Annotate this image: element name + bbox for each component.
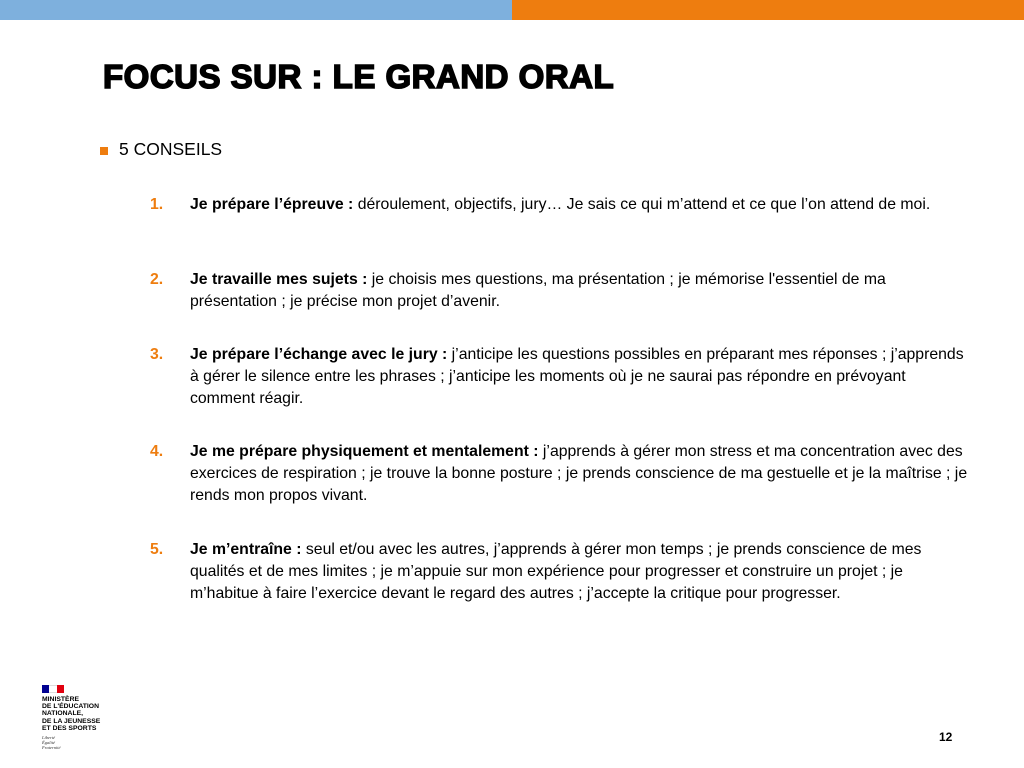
square-bullet-icon bbox=[100, 147, 108, 155]
tip-body: déroulement, objectifs, jury… Je sais ce qui m’attend et ce que l’on attend de moi. bbox=[353, 196, 931, 213]
section-heading bbox=[100, 139, 222, 160]
tip-heading: Je prépare l’épreuve : bbox=[190, 196, 354, 213]
tip-text bbox=[190, 344, 970, 410]
tip-number: 3. bbox=[150, 346, 164, 363]
section-label: 5 CONSEILS bbox=[119, 139, 223, 159]
ministry-name: MINISTÈRE DE L'ÉDUCATION NATIONALE, DE LA JEUNESSE ET DES SPORTS bbox=[42, 696, 101, 732]
tip-body: je choisis mes questions, ma présentation ; je mémorise l'essentiel de ma présentation ; je précise mon projet d’avenir. bbox=[190, 271, 886, 310]
tip-body: j’anticipe les questions possibles en préparant mes réponses ; j’apprends à gérer le silence entre les phrases ; j’anticipe les moments où je ne saurai pas répondre en prévoyant comment réagir. bbox=[190, 346, 964, 407]
tip-text bbox=[190, 194, 930, 216]
tip-body: seul et/ou avec les autres, j’apprends à gérer mon temps ; je prends conscience de mes qualités et de mes limites ; je m’appuie sur mon expérience pour progresser et construire un projet ; je m’habitue à faire l’exercice devant le regard des autres ; j’accepte la critique pour progresser. bbox=[190, 541, 922, 602]
header-band-blue bbox=[0, 0, 512, 20]
tip-item-5 bbox=[150, 539, 970, 605]
tip-number: 2. bbox=[150, 271, 164, 288]
tip-text bbox=[190, 441, 970, 507]
page-number: 12 bbox=[939, 730, 953, 744]
tip-item-3 bbox=[150, 344, 970, 410]
header-band-orange bbox=[512, 0, 1024, 20]
tip-heading: Je travaille mes sujets : bbox=[190, 271, 368, 288]
tip-number: 5. bbox=[150, 541, 164, 558]
ministry-logo bbox=[42, 685, 122, 750]
tip-text bbox=[190, 269, 970, 313]
tip-number: 4. bbox=[150, 443, 164, 460]
tip-heading: Je m’entraîne : bbox=[190, 541, 302, 558]
tip-text bbox=[190, 539, 970, 605]
tip-heading: Je prépare l’échange avec le jury : bbox=[190, 346, 448, 363]
tip-item-2 bbox=[150, 269, 970, 313]
republic-motto: Liberté Égalité Fraternité bbox=[42, 735, 61, 751]
tip-body: j’apprends à gérer mon stress et ma concentration avec des exercices de respiration ; je trouve la bonne posture ; je prends conscience de ma gestuelle et je la maîtrise ; je rends mon propos vivant. bbox=[190, 443, 968, 504]
tip-item-4 bbox=[150, 441, 970, 507]
tip-item-1 bbox=[150, 194, 930, 216]
tip-heading: Je me prépare physiquement et mentalement : bbox=[190, 443, 539, 460]
marianne-flag-icon bbox=[42, 685, 64, 693]
slide-title: FOCUS SUR : LE GRAND ORAL bbox=[103, 58, 615, 95]
tip-number: 1. bbox=[150, 196, 164, 213]
